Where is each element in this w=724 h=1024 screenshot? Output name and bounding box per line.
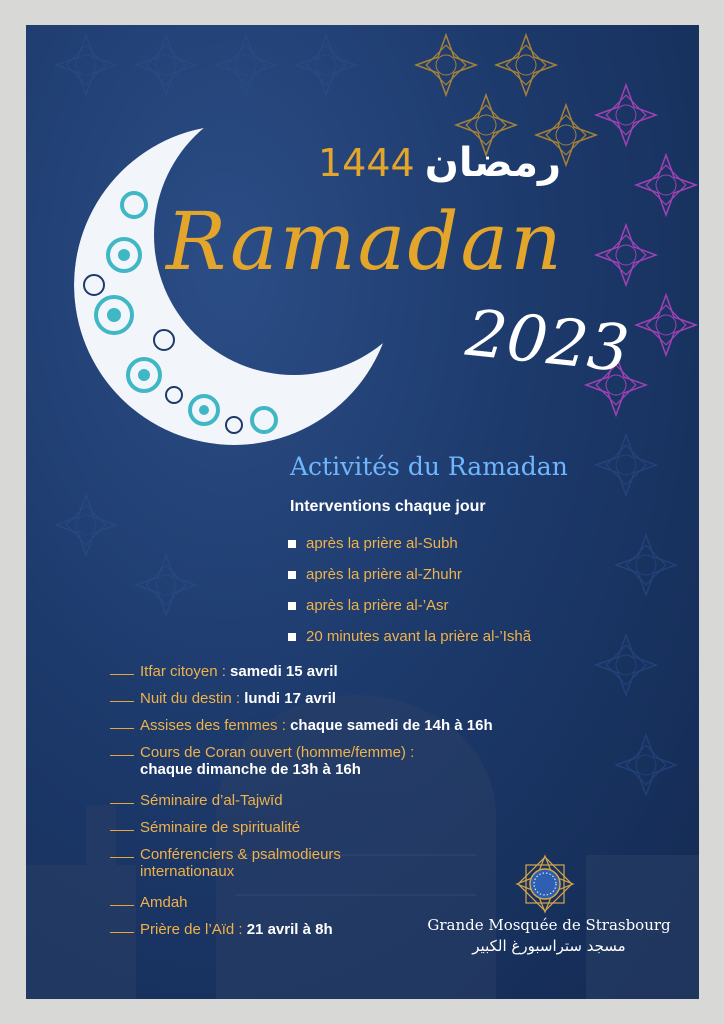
arabic-title: رمضان [424, 140, 562, 186]
event-itfar: Itfar citoyen : samedi 15 avril [110, 663, 493, 690]
dash-icon [110, 674, 134, 675]
interventions-list [288, 528, 531, 652]
mosque-logo-star [515, 854, 575, 914]
main-title: Ramadan [166, 195, 564, 288]
organizer-name: Grande Mosquée de Strasbourg [427, 916, 671, 934]
organizer-name-arabic: مسجد ستراسبورغ الكبير [472, 937, 626, 955]
event-seminaire-tajwid: Séminaire d’al-Tajwīd [110, 792, 493, 819]
dash-icon [110, 803, 134, 804]
list-item: après la prière al-Subh [288, 528, 531, 559]
dash-icon [110, 728, 134, 729]
event-seminaire-spiritualite: Séminaire de spiritualité [110, 819, 493, 846]
square-bullet-icon [288, 540, 296, 548]
event-priere-aid: Prière de l’Aïd : 21 avril à 8h [110, 921, 493, 948]
list-item: 20 minutes avant la prière al-’Ishã [288, 621, 531, 652]
event-assises-femmes: Assises des femmes : chaque samedi de 14h à 16h [110, 717, 493, 744]
dash-icon [110, 755, 134, 756]
dash-icon [110, 932, 134, 933]
dash-icon [110, 830, 134, 831]
activities-heading: Activités du Ramadan [290, 452, 568, 481]
event-conferenciers: Conférenciers & psalmodieurs internationaux [110, 846, 493, 894]
events-list [110, 663, 493, 948]
event-amdah: Amdah [110, 894, 493, 921]
gregorian-year: 2023 [462, 296, 633, 388]
ramadan-poster [26, 25, 699, 999]
square-bullet-icon [288, 571, 296, 579]
dash-icon [110, 701, 134, 702]
dash-icon [110, 905, 134, 906]
square-bullet-icon [288, 633, 296, 641]
list-item: après la prière al-’Asr [288, 590, 531, 621]
interventions-heading: Interventions chaque jour [290, 498, 486, 515]
hijri-year: 1444 [318, 141, 415, 185]
dash-icon [110, 857, 134, 858]
list-item: après la prière al-Zhuhr [288, 559, 531, 590]
square-bullet-icon [288, 602, 296, 610]
header-year-line [318, 140, 561, 186]
event-cours-coran: Cours de Coran ouvert (homme/femme) : chaque dimanche de 13h à 16h [110, 744, 493, 792]
event-nuit-destin: Nuit du destin : lundi 17 avril [110, 690, 493, 717]
